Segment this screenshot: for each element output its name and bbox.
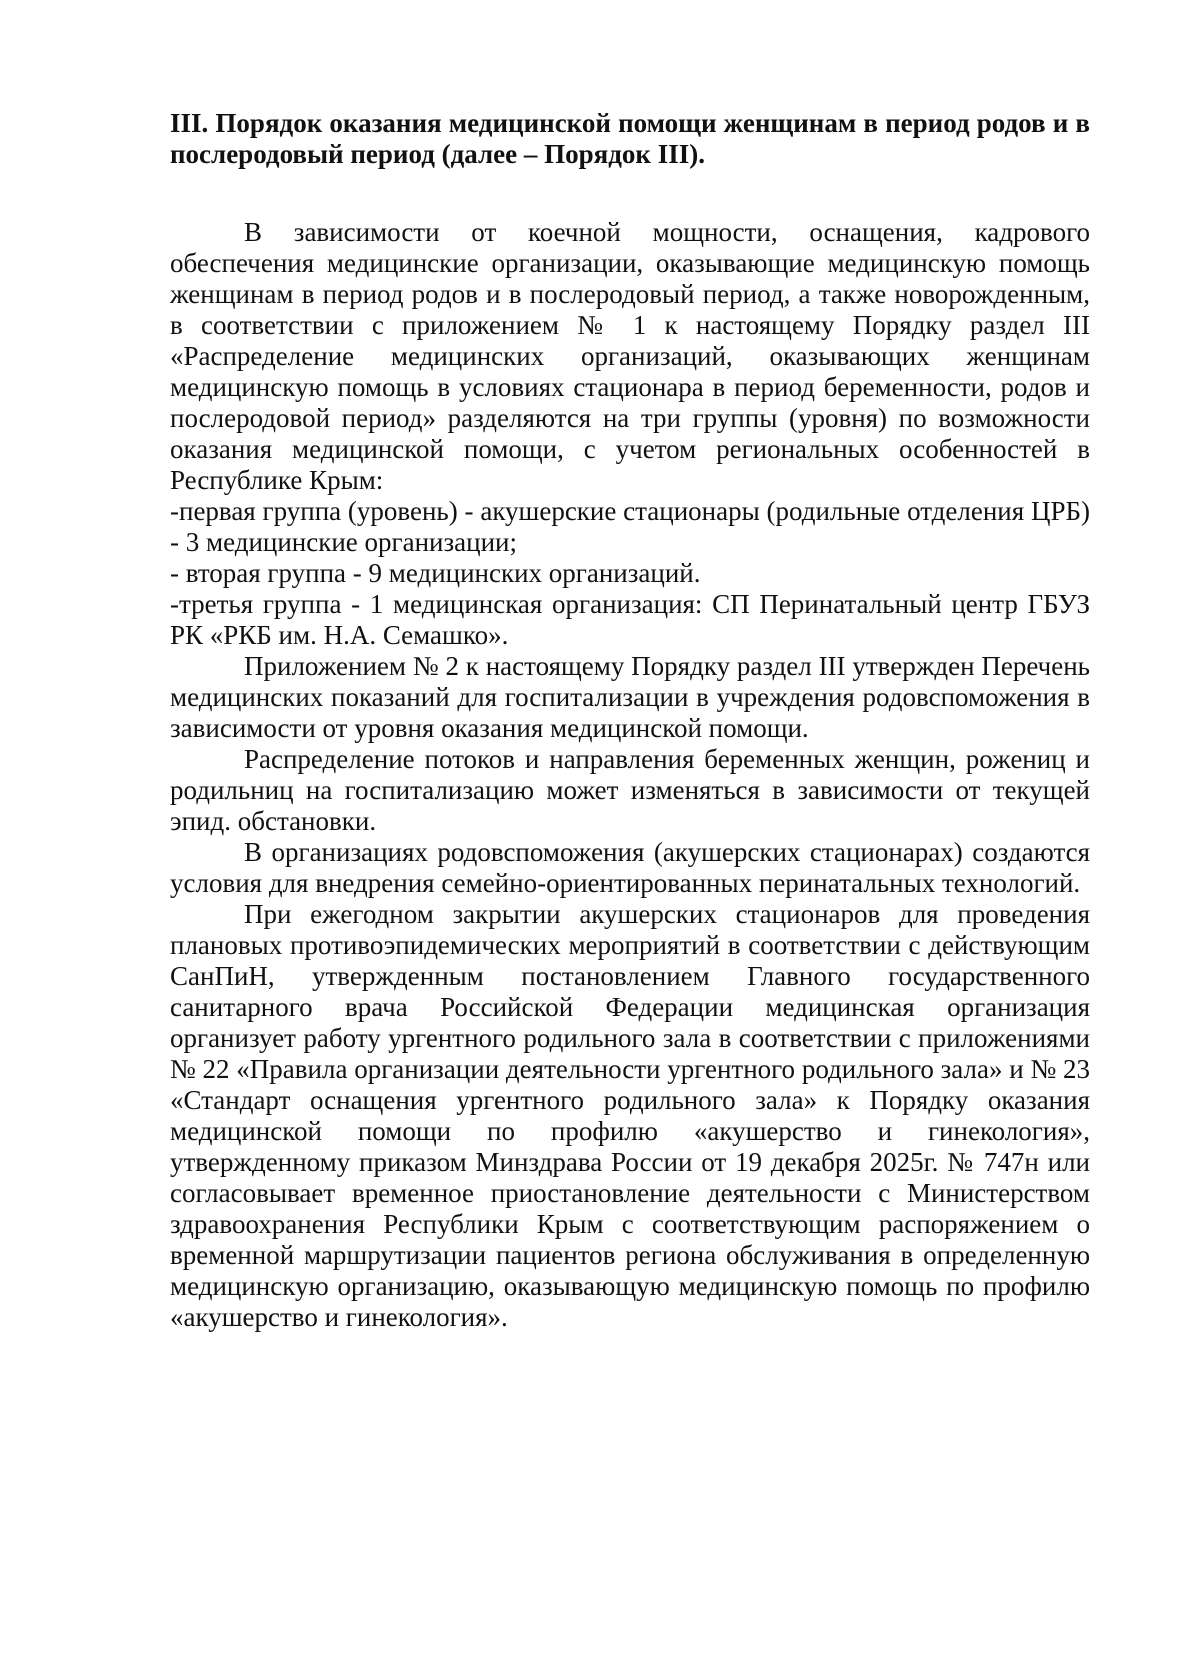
paragraph-annual-closure: При ежегодном закрытии акушерских стационаров для проведения плановых противоэпидемических мероприятий в соответствии с действующим СанПиН, утвержденным постановлением Главного государственного санитарного врача Российской Федерации медицинская организация организует работу ургентного родильного зала в соответствии с приложениями № 22 «Правила организации деятельности ургентного родильного зала» и № 23 «Стандарт оснащения ургентного родильного зала» к Порядку оказания медицинской помощи по профилю «акушерство и гинекология», утвержденному приказом Минздрава России от 19 декабря 2025г. № 747н или согласовывает временное приостановление деятельности с Министерством здравоохранения Республики Крым с соответствующим распоряжением о временной маршрутизации пациентов региона обслуживания в определенную медицинскую организацию, оказывающую медицинскую помощь по профилю «акушерство и гинекология». [170, 899, 1090, 1332]
document-page [170, 108, 1090, 1333]
list-item-second-group: - вторая группа - 9 медицинских организаций. [170, 558, 701, 588]
paragraph-patient-flow: Распределение потоков и направления беременных женщин, рожениц и родильниц на госпитализацию может изменяться в зависимости от текущей эпид. обстановки. [170, 744, 1090, 836]
paragraph-family-technologies: В организациях родовспоможения (акушерских стационарах) создаются условия для внедрения семейно-ориентированных перинатальных технологий. [170, 837, 1090, 898]
paragraph-hospital-groups-intro: В зависимости от коечной мощности, оснащения, кадрового обеспечения медицинские организации, оказывающие медицинскую помощь женщинам в период родов и в послеродовый период, а также новорожденным, в соответствии с приложением № 1 к настоящему Порядку раздел III «Распределение медицинских организаций, оказывающих женщинам медицинскую помощь в условиях стационара в период беременности, родов и послеродовой период» разделяются на три группы (уровня) по возможности оказания медицинской помощи, с учетом региональных особенностей в Республике Крым: [170, 217, 1090, 495]
list-item-third-group: -третья группа - 1 медицинская организация: СП Перинатальный центр ГБУЗ РК «РКБ им. Н.А. Семашко». [170, 589, 1090, 650]
list-item-first-group: -первая группа (уровень) - акушерские стационары (родильные отделения ЦРБ) - 3 медицинские организации; [170, 496, 1090, 557]
section-heading: III. Порядок оказания медицинской помощи женщинам в период родов и в послеродовый период (далее – Порядок III). [170, 108, 1090, 169]
paragraph-appendix-2: Приложением № 2 к настоящему Порядку раздел III утвержден Перечень медицинских показаний для госпитализации в учреждения родовспоможения в зависимости от уровня оказания медицинской помощи. [170, 651, 1090, 743]
